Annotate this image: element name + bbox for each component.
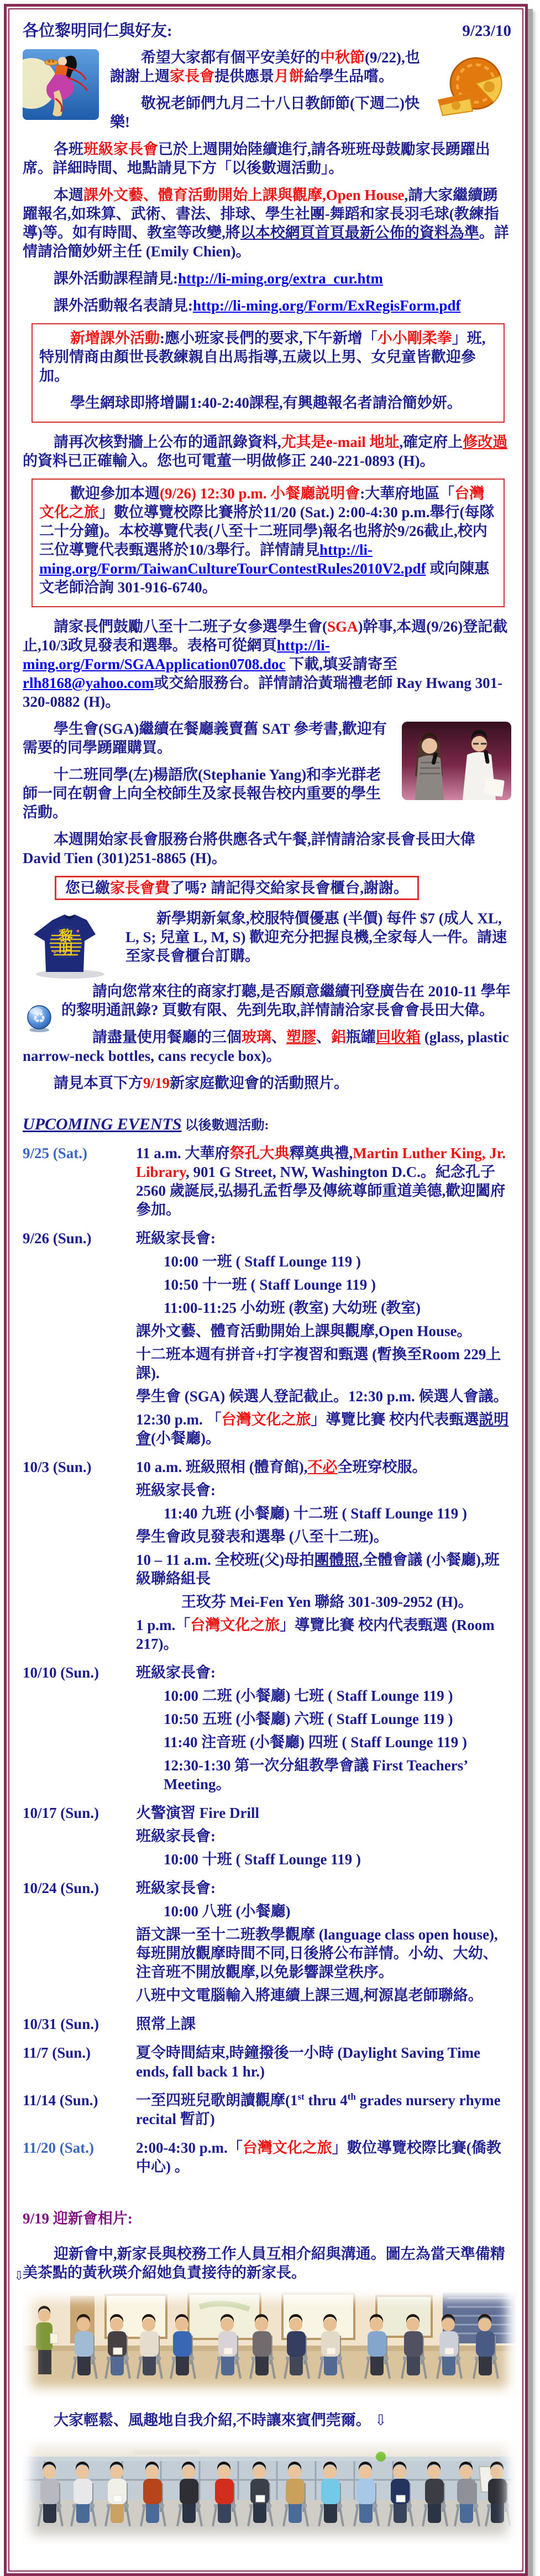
text-run: 班級家長會: [136, 1230, 216, 1247]
event-line [136, 2043, 511, 2081]
text-run: 本週 [54, 187, 83, 203]
event-item [23, 1144, 511, 1223]
sga-election-section [23, 617, 511, 711]
svg-text:黎: 黎 [58, 928, 74, 944]
event-date: 10/31 (Sun.) [23, 2016, 99, 2032]
events-list [23, 1144, 511, 2180]
text-run: 11:40 注音班 (小餐廳) 四班 ( Staff Lounge 119 ) [164, 1734, 467, 1750]
text-run: 歡迎參加本週 [70, 485, 160, 502]
text-run: 12:30-1:30 第一次分組教學會議 First Teachers’ Meeting。 [164, 1757, 468, 1792]
text-run: 台灣文化之旅 [190, 1617, 280, 1633]
text-run: 中秋節 [320, 49, 365, 66]
event-line [136, 1387, 511, 1406]
paragraph [23, 269, 511, 288]
event-date: 11/14 (Sun.) [23, 2092, 98, 2109]
link[interactable]: http://li-ming.org/Form/TaiwanCultureTourContestRules2010V2.pdf [39, 542, 426, 577]
text-run: 語文課一至十二班教學觀摩 (language class open house),每班開放觀摩時間不同,日後將公布詳情。小幼、大幼、注音班不開放觀摩,以免影響課堂秩序。 [136, 1926, 498, 1980]
paragraph [23, 296, 511, 315]
event-line [136, 1550, 511, 1588]
text-run: 或向陳惠文老師洽詢 301-916-6740。 [39, 560, 490, 596]
event-item [23, 2138, 511, 2180]
text-run: 各班 [54, 141, 83, 157]
welcome-party-photo-1 [23, 2290, 516, 2396]
text-run: thru 4 [304, 2092, 348, 2109]
text-run: 、 [316, 1029, 331, 1045]
paragraph [65, 879, 408, 897]
text-run: 新家庭歡迎會的活動照片。 [170, 1075, 349, 1091]
event-line [136, 1616, 511, 1653]
text-run: 提供應景 [214, 68, 274, 85]
text-run: 班級家長會: [136, 1664, 216, 1681]
link[interactable]: rlh8168@yahoo.com [23, 675, 154, 691]
text-run: 11 a.m. 大華府 [136, 1145, 230, 1161]
text-run: 10:00 一班 ( Staff Lounge 119 ) [164, 1253, 361, 1270]
event-line [136, 1733, 511, 1752]
text-run: 説明會 [136, 1411, 509, 1447]
text-run: 11:00-11:25 小幼班 (教室) 大幼班 (教室) [164, 1300, 421, 1316]
event-line [136, 1252, 511, 1271]
text-run: 尤其是e-mail 地址 [281, 434, 400, 450]
text-run: 修改過 [463, 434, 508, 450]
text-run: 敬祝老師們九月二十八日教師節(下週二)快樂! [110, 95, 420, 130]
text-run: 10:50 五班 (小餐廳) 六班 ( Staff Lounge 119 ) [164, 1711, 453, 1727]
text-run: 班級家長會 [83, 141, 158, 157]
event-line [136, 1229, 511, 1248]
event-body [136, 2091, 511, 2133]
text-run: 10:00 八班 (小餐廳) [164, 1903, 291, 1920]
contact-check-section [23, 433, 511, 470]
text-run: 大家輕鬆、風趣地自我介紹,不時讓來賓們莞爾。 [54, 2412, 371, 2428]
paragraph [39, 393, 497, 412]
text-run: )幹事,本週(9/26)登記截止,10/3政見發表和選舉。表格可從網頁 [23, 618, 508, 654]
event-item [23, 2091, 511, 2133]
event-line [136, 1345, 511, 1382]
upcoming-events-heading [23, 1115, 511, 1135]
text-run: 班級家長會: [136, 1828, 216, 1844]
event-date: 10/24 (Sun.) [23, 1880, 99, 1896]
event-date: 10/10 (Sun.) [23, 1664, 99, 1681]
event-body [136, 2138, 511, 2180]
svg-text:♻: ♻ [32, 1010, 46, 1027]
link[interactable]: http://li-ming.org/Form/SGAApplication0708.doc [23, 637, 330, 672]
text-run: 夏令時間結束,時鐘撥後一小時 (Daylight Saving Time ends, fall back 1 hr.) [136, 2044, 481, 2080]
greeting: 各位黎明同仁與好友: [23, 22, 172, 40]
event-body [136, 1804, 511, 1873]
text-run: 的資料已正確輸入。您也可電董一明做修正 240-221-0893 (H)。 [23, 453, 435, 469]
event-date: 10/17 (Sun.) [23, 1805, 99, 1821]
text-run: (小餐廳)。 [151, 1430, 221, 1447]
event-line [136, 1527, 511, 1546]
event-line [136, 1756, 511, 1794]
event-line [136, 1592, 511, 1611]
text-run: 不必 [307, 1459, 338, 1475]
text-run: 」數位導覽校際比賽將於11/20 (Sat.) 2:00-4:30 p.m.舉行(每隊二十分鐘)。本校導覽代表(八至十二班同學)報名也將於9/26截止,校内三位導覽代表甄選將於10/3舉行。詳情請見 [39, 504, 495, 558]
text-run: 八班中文電腦輸入將連續上課三週,柯源崑老師聯絡。 [136, 1987, 483, 2004]
upcoming-events-title-en: UPCOMING EVENTS [23, 1115, 182, 1133]
event-line [136, 1850, 511, 1869]
text-run: 鋁 [331, 1029, 346, 1045]
text-run: Martin Luther King, Jr. Library [136, 1145, 506, 1180]
sga-morning-assembly-photo [402, 722, 511, 800]
text-run: 台灣文化之旅 [221, 1411, 311, 1428]
text-run: 新學期新氣象,校服特價優惠 (半價) 每件 $7 (成人 XL, L, S; 兒童 L, M, S) 歡迎充分把握良機,全家每人一件。請速至家長會櫃台訂購。 [125, 910, 507, 964]
event-line [136, 2015, 511, 2033]
text-run: 下載,填妥請寄至 [285, 656, 398, 672]
text-run: (9/22),也謝謝上週 [110, 49, 420, 85]
text-run: 學生會(SGA)繼續在餐廳義賣舊 SAT 參考書,歡迎有需要的同學踴躍購買。 [23, 721, 387, 756]
text-run: 照常上課 [136, 2016, 196, 2032]
text-run: 」數位導覽校際比賽(僑教中心) 。 [136, 2139, 501, 2175]
ads-recycle-section [23, 982, 511, 1101]
text-run: , 901 G Street, NW, Washington D.C.。紀念孔子2560 歲誕辰,弘揚孔孟哲學及傳統尊師重道美德,歡迎闔府參加。 [136, 1164, 506, 1218]
text-run: 迎新會中,新家長與校務工作人員互相介紹與溝通。圖左為當天準備精美茶點的黃秋瑛介紹她負責接待的新家長。 [23, 2246, 505, 2281]
text-run: 10 a.m. 班級照相 (體育館), [136, 1459, 308, 1475]
event-date: 9/25 (Sat.) [23, 1145, 87, 1161]
event-item [23, 1458, 511, 1658]
text-run: 祭孔大典 [229, 1145, 290, 1161]
text-run: 以本校網頁首頁最新公佈的資料為準 [240, 224, 479, 241]
event-body [136, 1879, 511, 2009]
text-run: 課外活動報名表請見: [54, 297, 193, 314]
text-run: 。詳情請洽簡妙妍主任 (Emily Chien)。 [23, 224, 509, 260]
event-line [136, 1879, 511, 1897]
text-run: 已於上週開始陸續進行,請各班班母鼓勵家長踴躍出席。詳細時間、地點請見下方「以後數週活動」。 [23, 141, 490, 176]
text-run: 小小剛柔拳 [377, 330, 452, 346]
event-line [136, 1902, 511, 1921]
text-run: 請盡量使用餐廳的三個 [92, 1029, 242, 1045]
text-run: :應小班家長們的要求,下午新增「 [160, 330, 378, 346]
link[interactable]: http://li-ming.org/extra_cur.htm [178, 270, 383, 287]
text-run: 學生會政見發表和選舉 (八至十二班)。 [136, 1528, 389, 1545]
event-date: 11/20 (Sat.) [23, 2139, 95, 2156]
text-run: th [347, 2091, 356, 2102]
intro-section [23, 48, 511, 186]
school-uniform-tshirt-photo [26, 910, 112, 980]
photo2-caption [23, 2411, 511, 2430]
text-run: 瓶罐 [346, 1029, 376, 1045]
paragraph [23, 186, 511, 261]
mooncake-photo [427, 49, 511, 122]
paragraph [23, 617, 511, 711]
event-line [136, 1275, 511, 1294]
text-run: 塑膠 [286, 1029, 316, 1045]
text-run: 1 p.m.「 [136, 1617, 191, 1633]
text-run: 了嗎? 請記得交給家長會櫃台,謝謝。 [170, 880, 408, 896]
text-run: 11:40 九班 (小餐廳) 十二班 ( Staff Lounge 119 ) [164, 1505, 467, 1522]
event-item [23, 1663, 511, 1798]
text-run: 請向您常來往的商家打聽,是否願意繼續刊登廣告在 2010-11 學年的黎明通訊錄? 頁數有限、先到先取,詳情請洽家長會會長田大偉。 [61, 983, 511, 1018]
text-run: 課外文藝、體育活動開始上課與觀摩,Open House [83, 187, 405, 203]
paragraph [23, 1028, 511, 1065]
text-run: 12:30 p.m. 「 [136, 1411, 222, 1428]
text-run: 請家長們鼓勵八至十二班子女參選學生會( [54, 618, 327, 635]
text-run: 10:00 二班 (小餐廳) 七班 ( Staff Lounge 119 ) [164, 1687, 453, 1704]
text-run: 火警演習 Fire Drill [136, 1805, 259, 1821]
event-line [136, 1322, 511, 1340]
text-run: 課外文藝、體育活動開始上課與觀摩,Open House。 [136, 1323, 472, 1339]
text-run: 十二班本週有拼音+打字複習和甄選 (暫換至Room 229上課). [136, 1346, 501, 1381]
event-body [136, 1229, 511, 1452]
text-run: 10 – 11 a.m. 全校班(父)母拍 [136, 1552, 314, 1568]
membership-fee-reminder-box [55, 876, 419, 900]
text-run: 課外活動課程請見: [54, 270, 178, 287]
event-line [136, 1504, 511, 1523]
text-run: 10:50 十一班 ( Staff Lounge 119 ) [164, 1276, 376, 1293]
svg-text:明: 明 [58, 942, 74, 958]
event-item [23, 2015, 511, 2038]
event-line [136, 1804, 511, 1822]
text-run: 9/19 [143, 1075, 170, 1091]
paragraph [23, 2411, 511, 2430]
event-line [136, 1663, 511, 1682]
paragraph [23, 140, 511, 177]
event-line [136, 1686, 511, 1705]
text-run: 月餅 [274, 68, 304, 85]
text-run: grades nursery rhyme recital 暫訂) [136, 2092, 501, 2127]
text-run: 請再次核對牆上公布的通訊錄資料, [54, 434, 281, 450]
text-run: 回收箱 [376, 1029, 421, 1045]
event-body [136, 2043, 511, 2085]
text-run: ⇩ [370, 2412, 387, 2428]
paragraph [23, 2244, 511, 2282]
openhouse-section [23, 186, 511, 315]
event-line [136, 1925, 511, 1981]
text-run: 十二班同學(左)楊語欣(Stephanie Yang)和李光群老師一同在朝會上向全校師生及家長報告校内重要的學生活動。 [23, 766, 381, 821]
text-run: 或交給服務台。詳情請洽黃瑞禮老師 Ray Hwang 301-320-0882 (H)。 [23, 675, 503, 710]
text-run: (9/26) 12:30 p.m. 小餐廳説明會 [160, 485, 360, 502]
photo1-caption [14, 2244, 511, 2283]
newsletter-page [8, 8, 523, 2572]
event-line [136, 1458, 511, 1476]
text-run: SGA [327, 618, 358, 635]
event-item [23, 1879, 511, 2009]
text-run: 玻璃 [242, 1029, 271, 1045]
text-run: 學生會 (SGA) 候選人登記截止。12:30 p.m. 候選人會議。 [136, 1388, 508, 1405]
new-activity-notice-box [32, 323, 505, 423]
text-run: 本週開始家長會服務台將供應各式午餐,詳情請洽家長會長田大偉 David Tien (301)251-8865 (H)。 [23, 831, 475, 866]
event-item [23, 1804, 511, 1873]
issue-date: 9/23/10 [462, 22, 511, 40]
photos-heading: 9/19 迎新會相片: [23, 2210, 133, 2227]
text-run: ,全體會議 (小餐廳),班級聯絡組長 [136, 1552, 500, 1587]
event-line [136, 1710, 511, 1728]
text-run: ,請大家繼續踴躍報名,如珠算、武術、書法、排球、學生社團-舞蹈和家長羽毛球(教練指導)等。如有時間、教室等改變,將 [23, 187, 499, 241]
upcoming-events-title-zh: 以後數週活動: [181, 1118, 269, 1133]
text-run: (glass, plastic narrow-neck bottles, cans recycle box)。 [23, 1029, 509, 1064]
text-run: 希望大家都有個平安美好的 [141, 49, 320, 66]
text-run: :大華府地區「 [360, 485, 455, 502]
text-run: 您已繳 [65, 880, 110, 896]
text-run: 給學生品嚐。 [304, 68, 394, 85]
event-body [136, 2015, 511, 2038]
text-run: 」導覽比賽 校内代表甄選 (Room 217)。 [136, 1617, 495, 1652]
text-run: 學生網球即將增闢1:40-2:40課程,有興趣報名者請洽簡妙妍。 [70, 395, 462, 411]
event-date: 10/3 (Sun.) [23, 1459, 92, 1475]
text-run: 新增課外活動 [70, 330, 160, 346]
text-run: 家長會 [170, 68, 214, 85]
text-run: 、 [271, 1029, 286, 1045]
taiwan-culture-tour-box [32, 479, 505, 607]
event-line [136, 2138, 511, 2176]
paragraph [39, 484, 497, 597]
text-run: 釋奠典禮, [289, 1145, 353, 1161]
event-body [136, 1144, 511, 1223]
event-line [136, 1144, 511, 1219]
event-line [136, 1298, 511, 1317]
event-date: 11/7 (Sun.) [23, 2044, 91, 2061]
down-arrow-icon: ⇩ [14, 2269, 24, 2283]
chang-e-moon-fairy-illustration [23, 49, 99, 120]
event-line [136, 1827, 511, 1846]
paragraph [23, 433, 511, 470]
event-body [136, 1663, 511, 1798]
text-run: 全班穿校服。 [337, 1459, 427, 1475]
uniform-section [23, 909, 511, 982]
event-date: 9/26 (Sun.) [23, 1230, 92, 1247]
text-run: ,確定府上 [399, 434, 463, 450]
event-body [136, 1458, 511, 1658]
sga-news-section [23, 719, 511, 876]
event-line [136, 1986, 511, 2005]
event-line [136, 1481, 511, 1500]
recycle-icon [26, 1004, 53, 1033]
text-run: 10:00 十班 ( Staff Lounge 119 ) [164, 1851, 361, 1868]
text-run: 」導覽比賽 校内代表甄選 [311, 1411, 479, 1428]
text-run: 團體照 [314, 1552, 359, 1568]
text-run: st [297, 2091, 305, 2102]
event-item [23, 1229, 511, 1452]
text-run: 台灣文化之旅 [242, 2139, 332, 2156]
text-run: 」班,特別情商由顏世長教練親自出馬指導,五歲以上男、女兒童皆歡迎參加。 [39, 330, 486, 384]
event-line [136, 1410, 511, 1448]
text-run: 一至四班兒歌朗讀觀摩(1 [136, 2092, 298, 2109]
paragraph [23, 830, 511, 868]
welcome-party-photo-2 [23, 2438, 516, 2544]
event-item [23, 2043, 511, 2085]
text-run: 台灣文化之旅 [39, 485, 485, 521]
link[interactable]: http://li-ming.org/Form/ExRegisForm.pdf [193, 297, 461, 314]
header-row [23, 22, 511, 40]
ads-paragraphs [23, 982, 511, 1092]
event-line [136, 2091, 511, 2128]
text-run: 王玫芬 Mei-Fen Yen 聯絡 301-309-2952 (H)。 [181, 1594, 473, 1610]
text-run: 班級家長會: [136, 1880, 216, 1896]
paragraph [23, 982, 511, 1019]
text-run: 家長會費 [110, 880, 170, 896]
paragraph [23, 1074, 511, 1092]
text-run: 班級家長會: [136, 1482, 216, 1499]
paragraph [39, 329, 497, 385]
newsletter-frame [4, 4, 528, 2576]
text-run: 2:00-4:30 p.m.「 [136, 2139, 243, 2156]
text-run: 請見本頁下方 [54, 1075, 143, 1091]
